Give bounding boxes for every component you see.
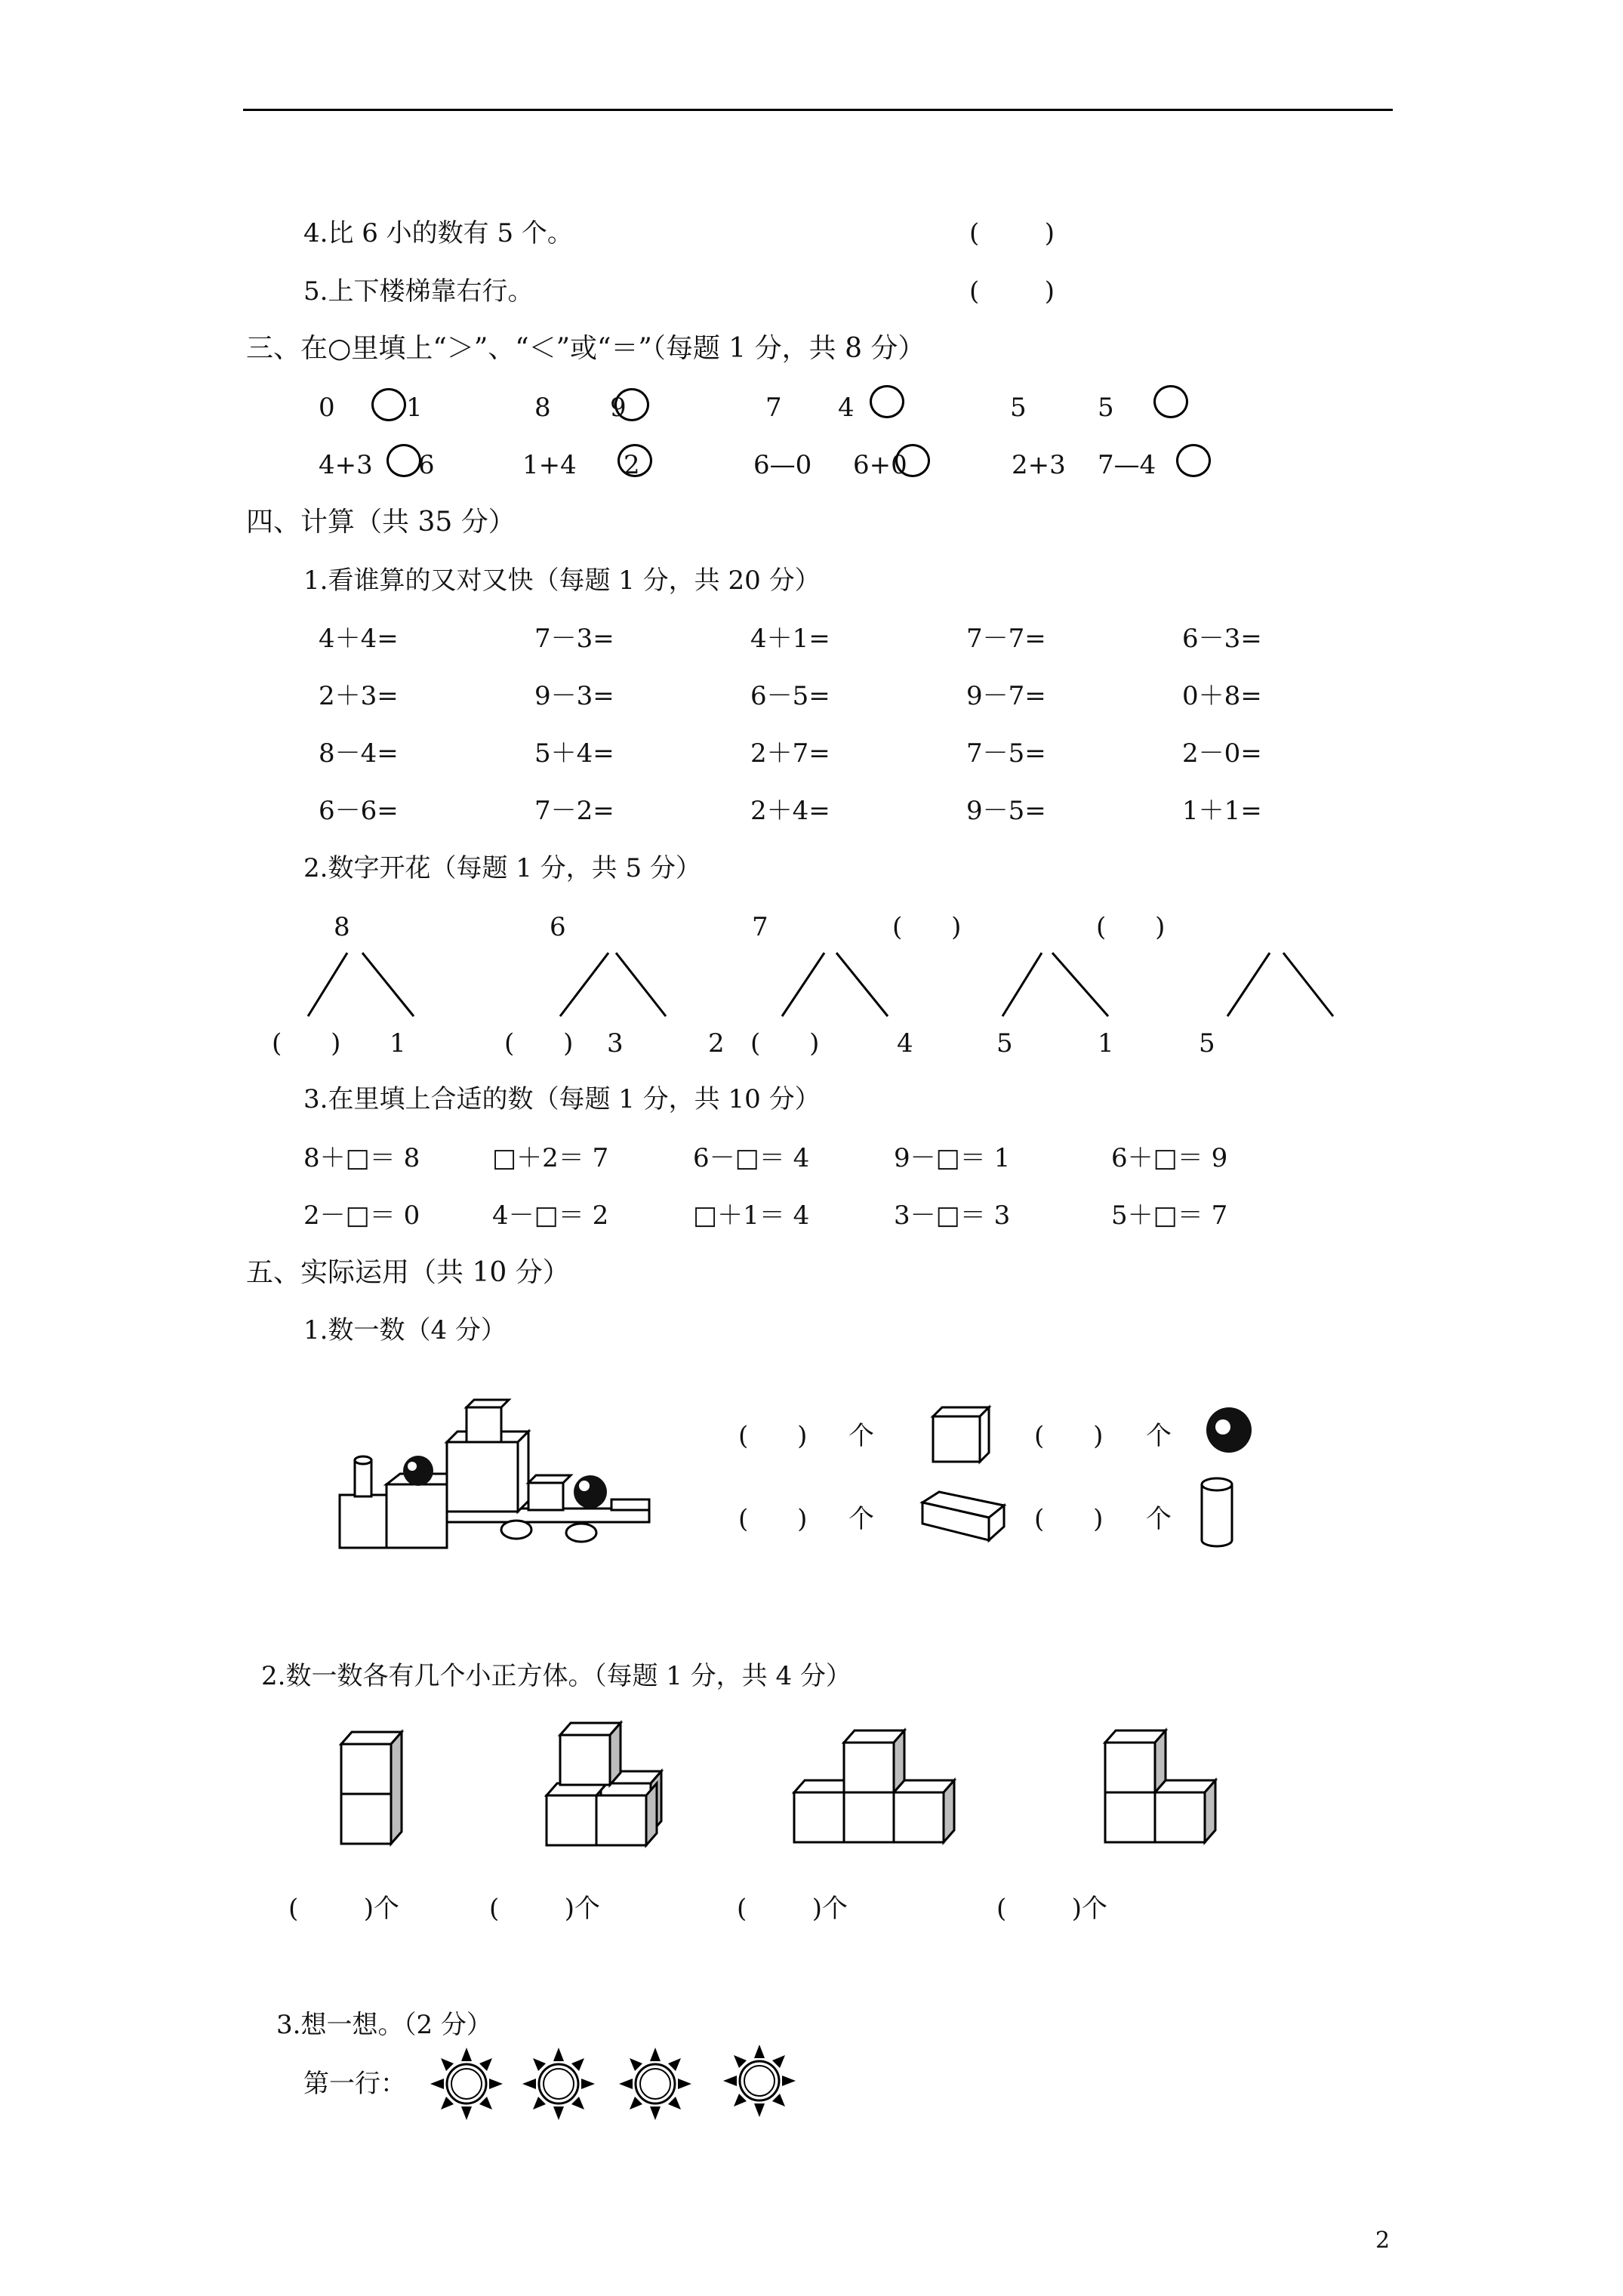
calc-item: 6－3= bbox=[1182, 624, 1262, 654]
flower-top[interactable]: ( ) bbox=[892, 912, 962, 942]
flower-bottom[interactable]: ( ) bbox=[750, 1028, 820, 1059]
calc-item: 0＋8= bbox=[1182, 681, 1262, 711]
fill-item[interactable]: 9－□＝ 1 bbox=[894, 1143, 1011, 1173]
flower-bottom: 4 bbox=[897, 1028, 913, 1059]
flower-top[interactable]: 7 bbox=[752, 912, 768, 942]
flower-bottom: 1 bbox=[390, 1028, 406, 1059]
calc-item: 7－3= bbox=[534, 624, 614, 654]
calc-item: 7－2= bbox=[534, 796, 614, 826]
fill-item[interactable]: 6－□＝ 4 bbox=[693, 1143, 810, 1173]
fill-item[interactable]: 8＋□＝ 8 bbox=[303, 1143, 420, 1173]
page-number: 2 bbox=[1375, 2227, 1390, 2254]
compare-left: 6—0 bbox=[753, 450, 812, 480]
compare-right: 1 bbox=[406, 393, 423, 423]
compare-right: 6+0 bbox=[853, 450, 907, 480]
flower-bottom[interactable]: ( ) bbox=[504, 1028, 574, 1059]
count-answer[interactable]: ( ) bbox=[1034, 1421, 1104, 1451]
apply-q3-title: 3.想一想。（2 分） bbox=[276, 2010, 492, 2040]
stack-answer[interactable]: ( )个 bbox=[737, 1894, 848, 1924]
judge-item-5: 5.上下楼梯靠右行。 bbox=[303, 276, 534, 307]
calc-item: 6－5= bbox=[750, 681, 830, 711]
apply-q2-title: 2.数一数各有几个小正方体。（每题 1 分，共 4 分） bbox=[261, 1661, 852, 1691]
calc-item: 1＋1= bbox=[1182, 796, 1262, 826]
calc-item: 9－7= bbox=[966, 681, 1046, 711]
count-answer[interactable]: ( ) bbox=[1034, 1504, 1104, 1534]
apply-q1-title: 1.数一数（4 分） bbox=[303, 1315, 507, 1345]
stack-answer[interactable]: ( )个 bbox=[489, 1894, 600, 1924]
stack-answer[interactable]: ( )个 bbox=[996, 1894, 1107, 1924]
calc-item: 9－3= bbox=[534, 681, 614, 711]
count-unit: 个 bbox=[1146, 1421, 1172, 1451]
compare-right: 2 bbox=[624, 450, 640, 480]
section-3-title: 三、在○里填上“＞”、“＜”或“＝”（每题 1 分，共 8 分） bbox=[246, 333, 925, 364]
fill-item[interactable]: □＋2＝ 7 bbox=[492, 1143, 609, 1173]
judge-item-4: 4.比 6 小的数有 5 个。 bbox=[303, 218, 573, 248]
section-4-title: 四、计算（共 35 分） bbox=[246, 507, 516, 538]
judge-answer-4[interactable]: ( ) bbox=[969, 218, 1055, 248]
compare-left: 2+3 bbox=[1012, 450, 1066, 480]
flower-top: 6 bbox=[550, 912, 566, 942]
sun-icon bbox=[430, 2048, 503, 2120]
calc-q3-title: 3.在里填上合适的数（每题 1 分，共 10 分） bbox=[303, 1084, 821, 1114]
compare-left: 7 bbox=[765, 393, 782, 423]
calc-item: 4＋1= bbox=[750, 624, 830, 654]
compare-right: 9 bbox=[610, 393, 627, 423]
fill-item[interactable]: 3－□＝ 3 bbox=[894, 1200, 1011, 1231]
compare-left: 4+3 bbox=[319, 450, 373, 480]
flower-bottom: 5 bbox=[1199, 1028, 1215, 1059]
sun-icon bbox=[723, 2045, 796, 2117]
compare-left: 8 bbox=[534, 393, 551, 423]
count-unit: 个 bbox=[848, 1421, 874, 1451]
count-answer[interactable]: ( ) bbox=[738, 1504, 808, 1534]
calc-item: 2＋7= bbox=[750, 738, 830, 769]
section-5-title: 五、实际运用（共 10 分） bbox=[246, 1257, 570, 1288]
calc-item: 6－6= bbox=[319, 796, 399, 826]
flower-bottom: 2 bbox=[708, 1028, 725, 1059]
compare-right: 6 bbox=[418, 450, 435, 480]
count-unit: 个 bbox=[1146, 1504, 1172, 1534]
flower-bottom[interactable]: ( ) bbox=[272, 1028, 341, 1059]
flower-top[interactable]: ( ) bbox=[1096, 912, 1166, 942]
compare-right: 7—4 bbox=[1098, 450, 1156, 480]
compare-right: 5 bbox=[1098, 393, 1114, 423]
calc-item: 7－5= bbox=[966, 738, 1046, 769]
calc-item: 2＋3= bbox=[319, 681, 399, 711]
count-unit: 个 bbox=[848, 1504, 874, 1534]
fill-item[interactable]: 2－□＝ 0 bbox=[303, 1200, 420, 1231]
fill-item[interactable]: 6＋□＝ 9 bbox=[1111, 1143, 1228, 1173]
sun-icon bbox=[522, 2048, 595, 2120]
calc-item: 7－7= bbox=[966, 624, 1046, 654]
calc-item: 9－5= bbox=[966, 796, 1046, 826]
calc-item: 5＋4= bbox=[534, 738, 614, 769]
flower-top: 8 bbox=[334, 912, 350, 942]
calc-item: 2－0= bbox=[1182, 738, 1262, 769]
sun-icon bbox=[619, 2048, 691, 2120]
compare-left: 5 bbox=[1010, 393, 1027, 423]
sun-row bbox=[423, 2042, 815, 2125]
compare-left: 1+4 bbox=[522, 450, 577, 480]
fill-item[interactable]: 4－□＝ 2 bbox=[492, 1200, 609, 1231]
row-label: 第一行： bbox=[303, 2069, 406, 2099]
calc-q2-title: 2.数字开花（每题 1 分，共 5 分） bbox=[303, 853, 701, 883]
flower-bottom: 5 bbox=[996, 1028, 1013, 1059]
count-answer[interactable]: ( ) bbox=[738, 1421, 808, 1451]
compare-left: 0 bbox=[319, 393, 335, 423]
calc-q1-title: 1.看谁算的又对又快（每题 1 分，共 20 分） bbox=[303, 566, 821, 596]
fill-item[interactable]: □＋1＝ 4 bbox=[693, 1200, 810, 1231]
compare-right: 4 bbox=[838, 393, 855, 423]
flower-bottom: 1 bbox=[1098, 1028, 1114, 1059]
calc-item: 2＋4= bbox=[750, 796, 830, 826]
flower-bottom: 3 bbox=[607, 1028, 624, 1059]
fill-item[interactable]: 5＋□＝ 7 bbox=[1111, 1200, 1228, 1231]
stack-answer[interactable]: ( )个 bbox=[288, 1894, 399, 1924]
calc-item: 4＋4= bbox=[319, 624, 399, 654]
judge-answer-5[interactable]: ( ) bbox=[969, 276, 1055, 307]
calc-item: 8－4= bbox=[319, 738, 399, 769]
